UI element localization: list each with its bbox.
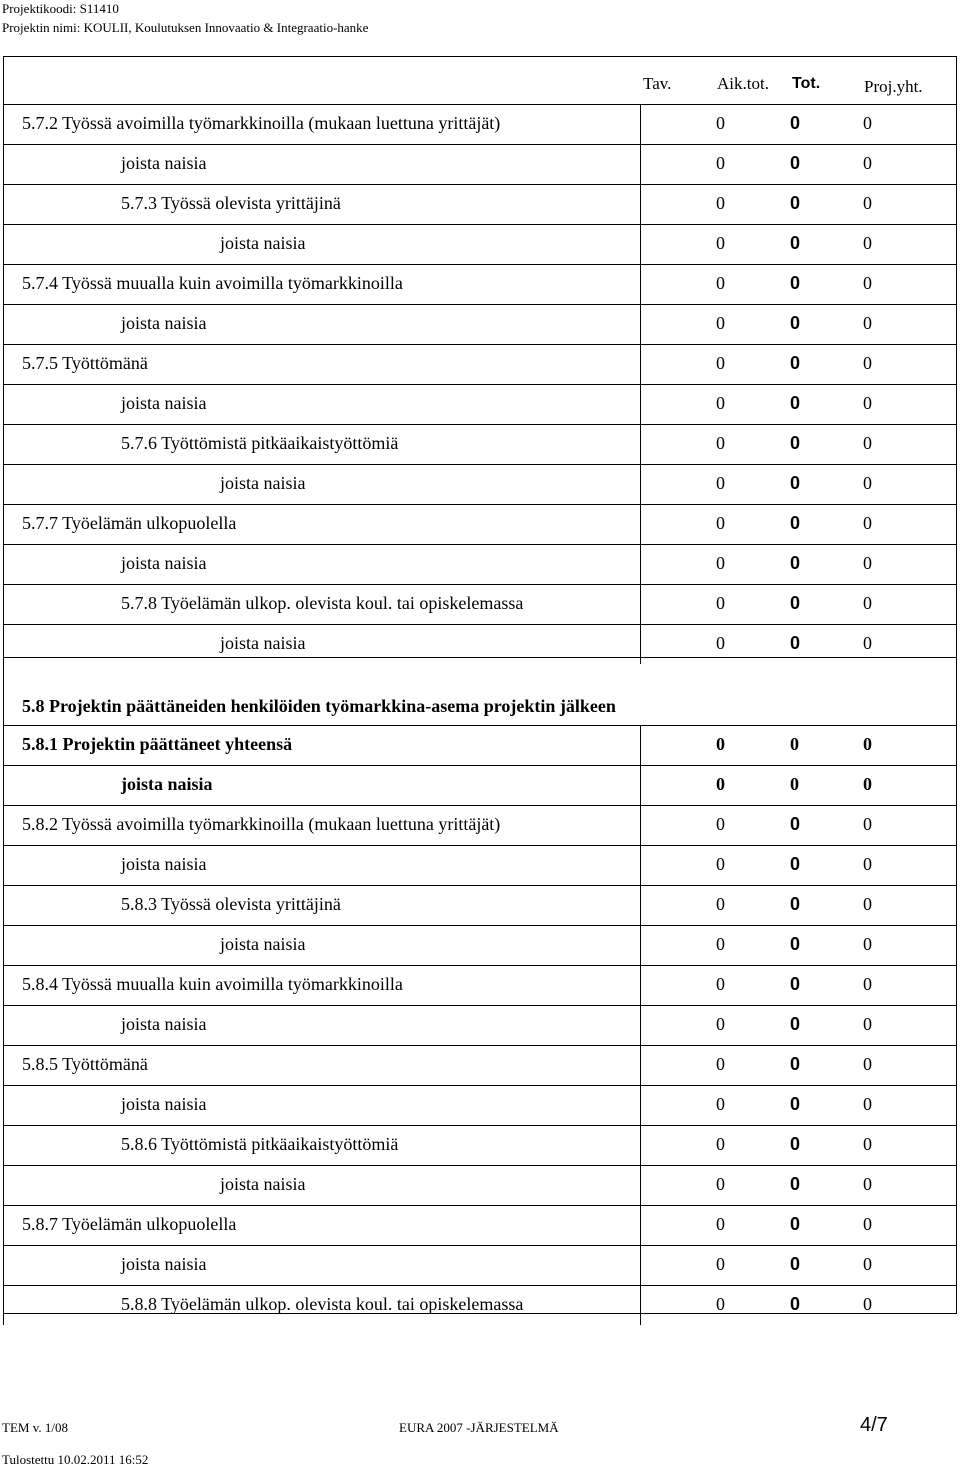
project-name: Projektin nimi: KOULII, Koulutuksen Innovaatio & Integraatio-hanke xyxy=(2,20,369,35)
table-row xyxy=(3,1005,957,1045)
column-rule xyxy=(3,584,4,624)
table-row xyxy=(3,424,957,464)
row-value-tot: 0 xyxy=(790,1134,801,1154)
row-value-proj-yht: 0 xyxy=(863,1174,872,1194)
row-label: joista naisia xyxy=(220,633,306,653)
column-rule xyxy=(3,1245,4,1285)
column-rule xyxy=(640,725,641,765)
row-value-tot: 0 xyxy=(790,1094,801,1114)
column-rule xyxy=(3,805,4,845)
row-rule xyxy=(3,925,957,926)
row-value-tot: 0 xyxy=(790,353,801,373)
column-rule xyxy=(3,845,4,885)
table-row xyxy=(3,885,957,925)
row-value-aik-tot: 0 xyxy=(716,854,725,874)
column-rule xyxy=(640,1245,641,1285)
table-row xyxy=(3,344,957,384)
row-label: 5.8.6 Työttömistä pitkäaikaistyöttömiä xyxy=(121,1134,399,1154)
row-value-aik-tot: 0 xyxy=(716,734,725,754)
column-rule xyxy=(3,504,4,544)
row-label: 5.8.1 Projektin päättäneet yhteensä xyxy=(22,734,293,754)
table-row xyxy=(3,144,957,184)
column-rule xyxy=(3,464,4,504)
row-value-tot: 0 xyxy=(790,473,801,493)
row-value-proj-yht: 0 xyxy=(863,393,872,413)
row-value-proj-yht: 0 xyxy=(863,113,872,133)
col-tav: Tav. xyxy=(643,74,672,93)
col-tot: Tot. xyxy=(792,75,821,92)
row-rule xyxy=(3,144,957,145)
row-label: joista naisia xyxy=(220,1174,306,1194)
row-value-tot: 0 xyxy=(790,1294,801,1314)
column-rule xyxy=(640,104,641,144)
row-value-tot: 0 xyxy=(790,233,801,253)
row-value-aik-tot: 0 xyxy=(716,153,725,173)
footer-page-number: 4/7 xyxy=(860,1414,888,1436)
column-rule xyxy=(3,1005,4,1045)
row-value-tot: 0 xyxy=(790,113,801,133)
row-rule xyxy=(3,1285,957,1286)
row-rule xyxy=(3,384,957,385)
row-value-aik-tot: 0 xyxy=(716,814,725,834)
column-rule xyxy=(640,344,641,384)
row-label: joista naisia xyxy=(220,233,306,253)
column-rule xyxy=(640,464,641,504)
column-rule xyxy=(3,264,4,304)
table-row xyxy=(3,184,957,224)
column-rule xyxy=(3,304,4,344)
row-label: 5.8.8 Työelämän ulkop. olevista koul. tai opiskelemassa xyxy=(121,1294,524,1314)
table-row xyxy=(3,845,957,885)
table-row xyxy=(3,1045,957,1085)
row-label: 5.7.2 Työssä avoimilla työmarkkinoilla (mukaan luettuna yrittäjät) xyxy=(22,113,501,133)
row-value-proj-yht: 0 xyxy=(863,1054,872,1074)
column-rule xyxy=(640,1005,641,1045)
column-rule xyxy=(640,965,641,1005)
row-value-proj-yht: 0 xyxy=(863,814,872,834)
table-row xyxy=(3,504,957,544)
col-proj-yht: Proj.yht. xyxy=(864,77,923,96)
column-rule xyxy=(640,224,641,264)
row-value-proj-yht: 0 xyxy=(863,553,872,573)
row-value-aik-tot: 0 xyxy=(716,633,725,653)
row-value-tot: 0 xyxy=(790,1054,801,1074)
row-value-tot: 0 xyxy=(790,513,801,533)
row-value-proj-yht: 0 xyxy=(863,1094,872,1114)
row-value-tot: 0 xyxy=(790,734,799,754)
row-value-aik-tot: 0 xyxy=(716,1254,725,1274)
row-value-proj-yht: 0 xyxy=(863,934,872,954)
section-5-8-title-row xyxy=(3,657,957,721)
row-rule xyxy=(3,184,957,185)
row-label: joista naisia xyxy=(121,854,207,874)
row-rule xyxy=(3,1045,957,1046)
column-rule xyxy=(3,725,4,765)
row-value-tot: 0 xyxy=(790,193,801,213)
row-rule xyxy=(3,104,957,105)
row-value-proj-yht: 0 xyxy=(863,974,872,994)
column-rule xyxy=(640,1085,641,1125)
row-value-aik-tot: 0 xyxy=(716,313,725,333)
row-label: joista naisia xyxy=(220,934,306,954)
row-rule xyxy=(3,464,957,465)
table-row xyxy=(3,925,957,965)
row-rule xyxy=(3,845,957,846)
row-value-tot: 0 xyxy=(790,593,801,613)
row-value-aik-tot: 0 xyxy=(716,233,725,253)
row-rule xyxy=(3,965,957,966)
row-label: 5.8.3 Työssä olevista yrittäjinä xyxy=(121,894,341,914)
row-value-aik-tot: 0 xyxy=(716,113,725,133)
row-value-aik-tot: 0 xyxy=(716,1214,725,1234)
column-rule xyxy=(3,544,4,584)
column-rule xyxy=(640,1205,641,1245)
row-value-proj-yht: 0 xyxy=(863,313,872,333)
row-value-tot: 0 xyxy=(790,1014,801,1034)
row-value-aik-tot: 0 xyxy=(716,774,725,794)
row-label: 5.7.7 Työelämän ulkopuolella xyxy=(22,513,237,533)
column-rule xyxy=(3,1045,4,1085)
row-rule xyxy=(3,584,957,585)
row-rule xyxy=(3,304,957,305)
row-rule xyxy=(3,1245,957,1246)
row-value-aik-tot: 0 xyxy=(716,553,725,573)
row-rule xyxy=(3,1085,957,1086)
table-row xyxy=(3,1085,957,1125)
row-value-tot: 0 xyxy=(790,153,801,173)
column-rule xyxy=(3,384,4,424)
row-value-aik-tot: 0 xyxy=(716,1174,725,1194)
row-rule xyxy=(3,1005,957,1006)
row-value-aik-tot: 0 xyxy=(716,393,725,413)
table-row xyxy=(3,1205,957,1245)
row-value-proj-yht: 0 xyxy=(863,774,872,794)
row-value-tot: 0 xyxy=(790,1174,801,1194)
row-label: joista naisia xyxy=(121,153,207,173)
column-rule xyxy=(3,965,4,1005)
row-label: 5.8.7 Työelämän ulkopuolella xyxy=(22,1214,237,1234)
column-rule xyxy=(3,1205,4,1245)
row-value-proj-yht: 0 xyxy=(863,233,872,253)
row-value-tot: 0 xyxy=(790,814,801,834)
row-value-tot: 0 xyxy=(790,273,801,293)
row-value-tot: 0 xyxy=(790,553,801,573)
row-value-aik-tot: 0 xyxy=(716,513,725,533)
column-rule xyxy=(640,424,641,464)
column-rule xyxy=(3,925,4,965)
row-label: joista naisia xyxy=(121,774,213,794)
row-value-aik-tot: 0 xyxy=(716,894,725,914)
row-value-proj-yht: 0 xyxy=(863,353,872,373)
column-rule xyxy=(640,544,641,584)
section-title: 5.8 Projektin päättäneiden henkilöiden työmarkkina-asema projektin jälkeen xyxy=(22,696,616,716)
row-value-tot: 0 xyxy=(790,934,801,954)
row-label: joista naisia xyxy=(121,393,207,413)
row-rule xyxy=(3,725,957,726)
row-value-proj-yht: 0 xyxy=(863,433,872,453)
row-label: joista naisia xyxy=(121,1014,207,1034)
table-row xyxy=(3,584,957,624)
row-value-proj-yht: 0 xyxy=(863,1134,872,1154)
col-aik-tot: Aik.tot. xyxy=(717,74,769,93)
table-row xyxy=(3,1285,957,1325)
row-value-aik-tot: 0 xyxy=(716,934,725,954)
row-label: joista naisia xyxy=(121,313,207,333)
row-value-aik-tot: 0 xyxy=(716,353,725,373)
row-label: 5.7.4 Työssä muualla kuin avoimilla työmarkkinoilla xyxy=(22,273,403,293)
column-rule xyxy=(3,344,4,384)
table-row xyxy=(3,1125,957,1165)
row-value-proj-yht: 0 xyxy=(863,273,872,293)
row-rule xyxy=(3,1205,957,1206)
table-row xyxy=(3,805,957,845)
row-value-aik-tot: 0 xyxy=(716,1294,725,1314)
column-rule xyxy=(3,144,4,184)
column-rule xyxy=(640,925,641,965)
row-value-tot: 0 xyxy=(790,313,801,333)
row-value-proj-yht: 0 xyxy=(863,593,872,613)
row-rule xyxy=(3,1125,957,1126)
row-label: joista naisia xyxy=(220,473,306,493)
column-rule xyxy=(640,184,641,224)
row-label: 5.8.2 Työssä avoimilla työmarkkinoilla (mukaan luettuna yrittäjät) xyxy=(22,814,501,834)
column-rule xyxy=(640,1285,641,1325)
column-rule xyxy=(640,805,641,845)
column-rule xyxy=(3,104,4,144)
row-value-aik-tot: 0 xyxy=(716,974,725,994)
row-value-aik-tot: 0 xyxy=(716,433,725,453)
row-label: joista naisia xyxy=(121,553,207,573)
row-value-proj-yht: 0 xyxy=(863,153,872,173)
column-rule xyxy=(640,504,641,544)
column-rule xyxy=(640,1125,641,1165)
row-label: 5.8.4 Työssä muualla kuin avoimilla työmarkkinoilla xyxy=(22,974,403,994)
table-row xyxy=(3,1245,957,1285)
column-rule xyxy=(640,384,641,424)
row-value-proj-yht: 0 xyxy=(863,513,872,533)
row-value-tot: 0 xyxy=(790,774,799,794)
table-row xyxy=(3,1165,957,1205)
row-label: 5.8.5 Työttömänä xyxy=(22,1054,148,1074)
row-value-proj-yht: 0 xyxy=(863,854,872,874)
column-rule xyxy=(640,765,641,805)
row-value-aik-tot: 0 xyxy=(716,1014,725,1034)
column-rule xyxy=(3,184,4,224)
row-value-proj-yht: 0 xyxy=(863,1294,872,1314)
row-value-tot: 0 xyxy=(790,854,801,874)
column-rule xyxy=(640,144,641,184)
column-rule xyxy=(640,1045,641,1085)
row-value-proj-yht: 0 xyxy=(863,1014,872,1034)
row-rule xyxy=(3,544,957,545)
row-value-aik-tot: 0 xyxy=(716,473,725,493)
row-value-proj-yht: 0 xyxy=(863,633,872,653)
row-value-aik-tot: 0 xyxy=(716,193,725,213)
row-label: 5.7.5 Työttömänä xyxy=(22,353,148,373)
row-value-proj-yht: 0 xyxy=(863,193,872,213)
table-row xyxy=(3,965,957,1005)
column-rule xyxy=(3,1085,4,1125)
column-rule xyxy=(640,1165,641,1205)
row-rule xyxy=(3,885,957,886)
table-row xyxy=(3,224,957,264)
project-code: Projektikoodi: S11410 xyxy=(2,1,119,16)
column-rule xyxy=(640,304,641,344)
column-rule xyxy=(3,424,4,464)
column-header xyxy=(3,56,957,96)
table-row xyxy=(3,544,957,584)
row-value-proj-yht: 0 xyxy=(863,1214,872,1234)
table-row xyxy=(3,725,957,765)
row-value-aik-tot: 0 xyxy=(716,273,725,293)
footer-printed: Tulostettu 10.02.2011 16:52 xyxy=(2,1452,149,1467)
table-row xyxy=(3,104,957,144)
column-rule xyxy=(640,845,641,885)
column-rule xyxy=(640,264,641,304)
column-rule xyxy=(3,1125,4,1165)
row-rule xyxy=(3,805,957,806)
row-value-tot: 0 xyxy=(790,633,801,653)
row-value-proj-yht: 0 xyxy=(863,1254,872,1274)
column-rule xyxy=(3,765,4,805)
table-row xyxy=(3,464,957,504)
row-value-aik-tot: 0 xyxy=(716,1094,725,1114)
row-value-aik-tot: 0 xyxy=(716,1054,725,1074)
table-row xyxy=(3,384,957,424)
row-value-tot: 0 xyxy=(790,433,801,453)
footer-system: EURA 2007 -JÄRJESTELMÄ xyxy=(399,1420,559,1435)
row-value-tot: 0 xyxy=(790,1214,801,1234)
table-row xyxy=(3,304,957,344)
row-value-aik-tot: 0 xyxy=(716,593,725,613)
row-value-aik-tot: 0 xyxy=(716,1134,725,1154)
row-value-tot: 0 xyxy=(790,1254,801,1274)
row-value-proj-yht: 0 xyxy=(863,473,872,493)
row-value-tot: 0 xyxy=(790,393,801,413)
column-rule xyxy=(640,885,641,925)
row-rule xyxy=(3,504,957,505)
row-label: 5.7.6 Työttömistä pitkäaikaistyöttömiä xyxy=(121,433,399,453)
row-rule xyxy=(3,264,957,265)
row-label: joista naisia xyxy=(121,1094,207,1114)
column-rule xyxy=(3,1165,4,1205)
row-label: 5.7.3 Työssä olevista yrittäjinä xyxy=(121,193,341,213)
row-value-tot: 0 xyxy=(790,974,801,994)
row-rule xyxy=(3,1165,957,1166)
row-rule xyxy=(3,424,957,425)
row-rule xyxy=(3,624,957,625)
row-value-tot: 0 xyxy=(790,894,801,914)
row-label: joista naisia xyxy=(121,1254,207,1274)
column-rule xyxy=(3,885,4,925)
column-rule xyxy=(3,224,4,264)
row-value-proj-yht: 0 xyxy=(863,734,872,754)
column-rule xyxy=(3,1285,4,1325)
row-rule xyxy=(3,224,957,225)
row-value-proj-yht: 0 xyxy=(863,894,872,914)
column-rule xyxy=(640,584,641,624)
table-row xyxy=(3,765,957,805)
table-row xyxy=(3,264,957,304)
row-rule xyxy=(3,765,957,766)
row-rule xyxy=(3,344,957,345)
row-label: 5.7.8 Työelämän ulkop. olevista koul. tai opiskelemassa xyxy=(121,593,524,613)
footer-version: TEM v. 1/08 xyxy=(2,1420,68,1435)
